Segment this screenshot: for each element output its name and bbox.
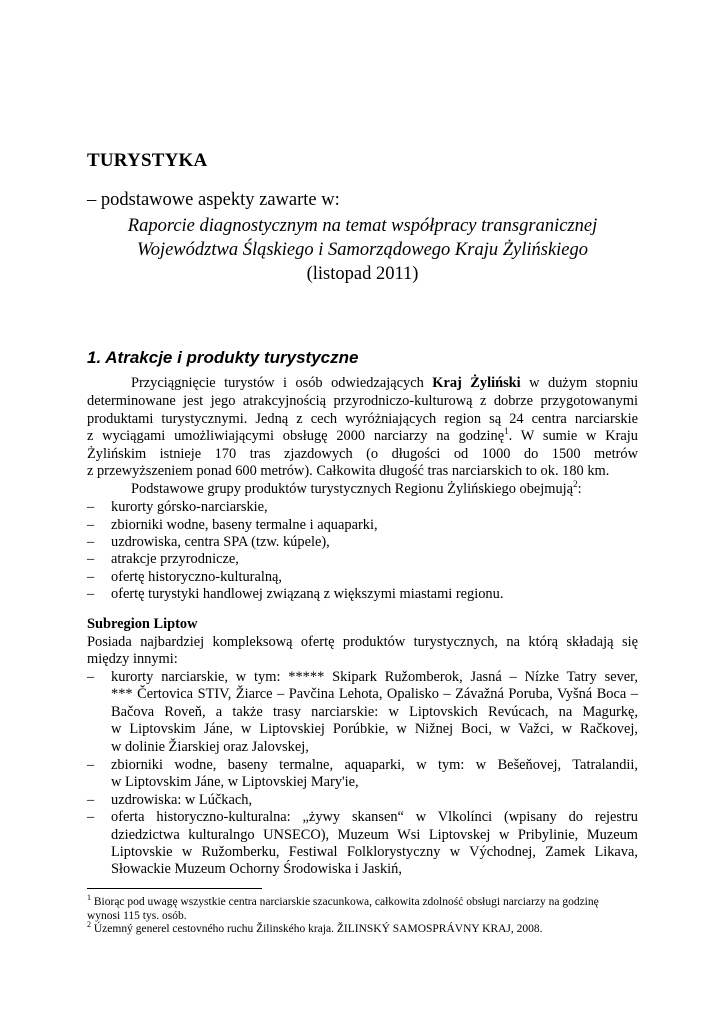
section-heading: 1. Atrakcje i produkty turystyczne (87, 348, 359, 367)
text-run: : (577, 481, 582, 497)
list-dash: – (87, 669, 95, 685)
paragraph-line: determinowane jest jego atrakcyjnością przyrodniczo-kulturową z dobrze przygotowanymi (87, 393, 638, 409)
document-subtitle: – podstawowe aspekty zawarte w: (87, 190, 340, 210)
footnote-1 (87, 893, 638, 909)
list-item-continuation: Liptovskie w Ružomberku, Festiwal Folklorystyczny w Východnej, Zamek Likava, (111, 844, 638, 860)
text-run: w dużym stopniu (520, 375, 639, 391)
list-item-continuation: w Liptovskim Jáne, w Liptovskiej Porúbkie, w Nižnej Boci, w Važci, w Račkovej, (111, 721, 638, 737)
list-dash: – (87, 534, 95, 550)
paragraph-line (87, 428, 638, 445)
list-item-text: ofertę turystyki handlowej związaną z większymi miastami regionu. (111, 586, 504, 602)
footnote-text: Územný generel cestovného ruchu Žilinského kraja. ŽILINSKÝ SAMOSPRÁVNY KRAJ, 2008. (93, 923, 543, 935)
report-title-line-1: Raporcie diagnostycznym na temat współpracy transgranicznej (127, 216, 598, 236)
report-date: (listopad 2011) (306, 264, 419, 284)
list-item-continuation: w Liptovskim Jáne, w Liptovskiej Mary'ie, (111, 774, 359, 790)
list-dash: – (87, 551, 95, 567)
list-item-text: atrakcje przyrodnicze, (111, 551, 239, 567)
list-item-continuation: *** Čertovica STIV, Žiarce – Pavčina Lehota, Opalisko – Závažná Poruba, Vyšná Boca – (111, 686, 638, 702)
paragraph-line: Żylińskim istnieje 170 tras zjazdowych (o długości od 1000 do 1500 metrów (87, 446, 638, 462)
footnote-number: 2 (87, 920, 91, 930)
list-dash: – (87, 792, 95, 808)
paragraph-line: z przewyższeniem ponad 600 metrów). Całkowita długość tras narciarskich to ok. 180 km. (87, 463, 610, 479)
footnote-2 (87, 920, 638, 936)
list-item-text: zbiorniki wodne, baseny termalne i aquaparki, (111, 517, 378, 533)
footnote-ref-1[interactable]: 1 (504, 426, 509, 437)
list-dash: – (87, 757, 95, 773)
subregion-heading (87, 616, 638, 633)
list-item-continuation: Słowackie Muzeum Ochorny Środowiska i Jaskiń, (111, 861, 402, 877)
list-item-text: oferta historyczno-kulturalna: „żywy skansen“ w Vlkolínci (wpisany do rejestru (111, 809, 638, 825)
list-dash: – (87, 586, 95, 602)
text-run: . W sumie w Kraju (508, 428, 638, 444)
list-item-text: kurorty górsko-narciarskie, (111, 499, 268, 515)
list-dash: – (87, 809, 95, 825)
text-run: z wyciągami umożliwiającymi obsługę 2000 narciarzy na godzinę (87, 428, 505, 444)
list-item-text: uzdrowiska: w Lúčkach, (111, 792, 253, 808)
list-item-continuation: Bačova Roveň, a także trasy narciarskie: w Liptovskich Revúcach, na Magurkę, (111, 704, 638, 720)
paragraph-line (131, 375, 638, 392)
bold-text: Kraj Żyliński (432, 375, 521, 391)
list-item-text: ofertę historyczno-kulturalną, (111, 569, 283, 585)
list-item-text: kurorty narciarskie, w tym: ***** Skipark Ružomberok, Jasná – Nízke Tatry sever, (111, 669, 638, 685)
footnote-separator (87, 888, 262, 889)
text-run: Przyciągnięcie turystów i osób odwiedzających (131, 375, 433, 391)
list-item-text: uzdrowiska, centra SPA (tzw. kúpele), (111, 534, 330, 550)
paragraph-line: produktami turystycznymi. Jedną z cech wyróżniających region są 24 centra narciarskie (87, 411, 638, 427)
footnote-1-continuation: wynosi 115 tys. osób. (87, 910, 187, 922)
paragraph-line: między innymi: (87, 651, 178, 667)
footnote-number: 1 (87, 893, 91, 903)
list-item-text: zbiorniki wodne, baseny termalne, aquaparki, w tym: w Bešeňovej, Tatralandii, (111, 757, 638, 773)
footnote-text: Biorąc pod uwagę wszystkie centra narciarskie szacunkowa, całkowita zdolność obsługi narciarzy na godzinę (93, 896, 599, 908)
footnote-ref-2[interactable]: 2 (573, 479, 578, 490)
list-item-continuation: w dolinie Žiarskiej oraz Jalovskej, (111, 739, 309, 755)
list-dash: – (87, 499, 95, 515)
subregion-title: Subregion Liptow (87, 616, 198, 632)
list-dash: – (87, 517, 95, 533)
document-title: TURYSTYKA (87, 150, 208, 171)
list-dash: – (87, 569, 95, 585)
report-title-line-2: Województwa Śląskiego i Samorządowego Kraju Żylińskiego (136, 240, 589, 260)
list-item-continuation: dziedzictwa kulturalngo UNSECO), Muzeum Wsi Liptovskej w Pribylinie, Muzeum (111, 827, 638, 843)
text-run: Podstawowe grupy produktów turystycznych Regionu Żylińskiego obejmują (131, 481, 574, 497)
paragraph-line (131, 481, 638, 498)
paragraph-line: Posiada najbardziej kompleksową ofertę produktów turystycznych, na którą składają się (87, 634, 638, 650)
